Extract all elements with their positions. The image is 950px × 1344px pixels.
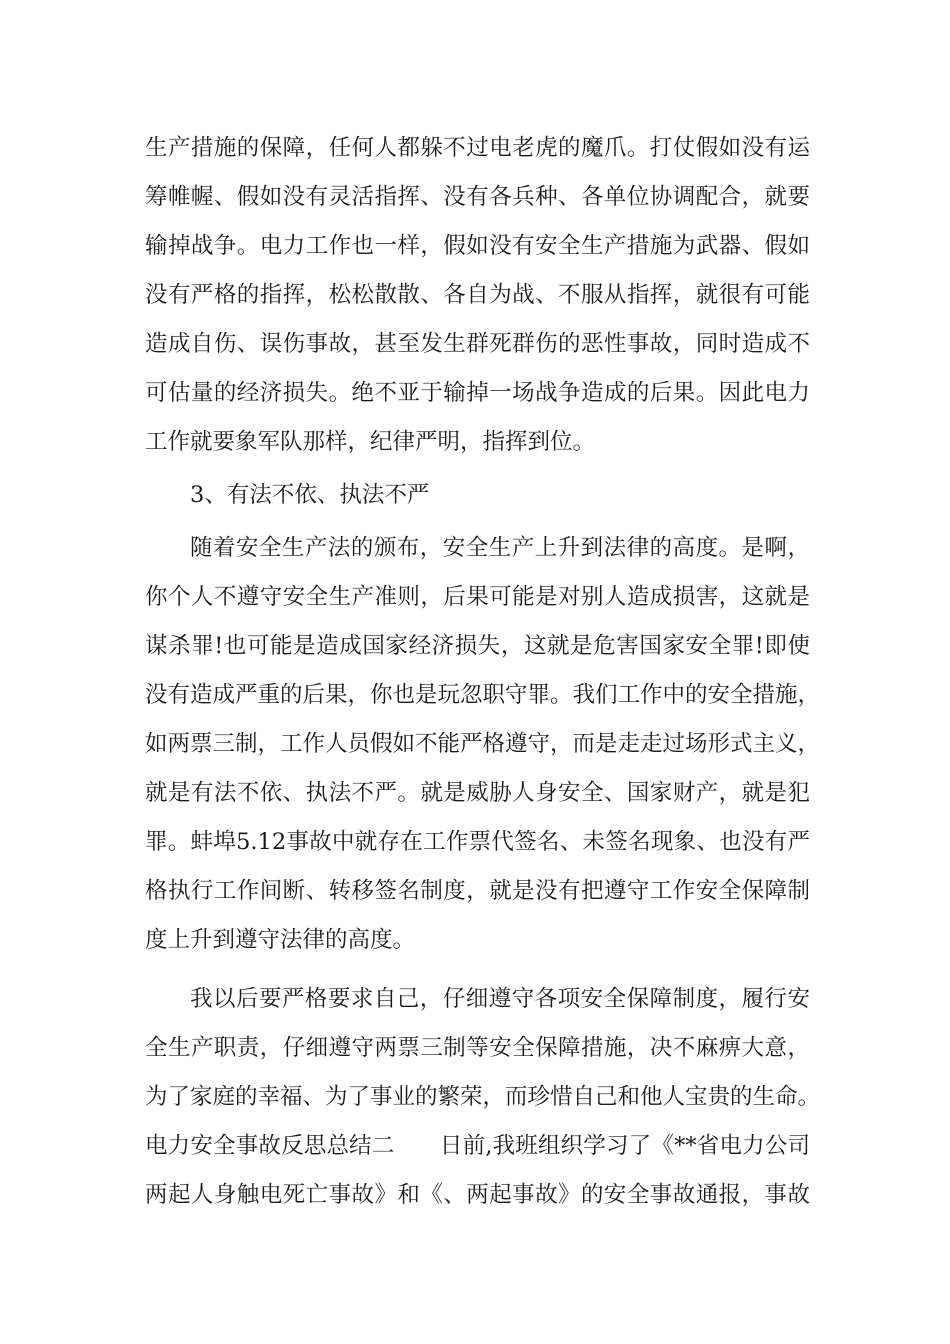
body-line: 输掉战争。电力工作也一样，假如没有安全生产措施为武器、假如 <box>145 233 810 259</box>
body-line: 如两票三制，工作人员假如不能严格遵守，而是走走过场形式主义， <box>145 731 821 757</box>
body-line: 你个人不遵守安全生产准则，后果可能是对别人造成损害，这就是 <box>145 584 810 610</box>
body-line: 没有严格的指挥，松松散散、各自为战、不服从指挥，就很有可能 <box>145 282 810 308</box>
document-body <box>145 124 821 1220</box>
body-line: 筹帷幄、假如没有灵活指挥、没有各兵种、各单位协调配合，就要 <box>145 184 810 210</box>
body-line: 没有造成严重的后果，你也是玩忽职守罪。我们工作中的安全措施， <box>145 682 821 708</box>
body-line: 就是有法不依、执法不严。就是威胁人身安全、国家财产，就是犯 <box>145 780 810 806</box>
body-line: 我以后要严格要求自己，仔细遵守各项安全保障制度，履行安 <box>190 986 810 1012</box>
body-line: 两起人身触电死亡事故》和《、两起事故》的安全事故通报，事故 <box>145 1182 810 1208</box>
body-line: 造成自伤、误伤事故，甚至发生群死群伤的恶性事故，同时造成不 <box>145 331 810 357</box>
body-line: 电力安全事故反思总结二 日前,我班组织学习了《**省电力公司 <box>145 1133 810 1159</box>
body-line: 工作就要象军队那样，纪律严明，指挥到位。 <box>145 429 596 455</box>
body-line: 全生产职责，仔细遵守两票三制等安全保障措施，决不麻痹大意， <box>145 1035 810 1061</box>
section-heading: 3、有法不依、执法不严 <box>190 482 430 508</box>
body-line: 谋杀罪!也可能是造成国家经济损失，这就是危害国家安全罪!即使 <box>145 633 810 659</box>
body-line: 随着安全生产法的颁布，安全生产上升到法律的高度。是啊， <box>190 535 810 561</box>
body-line: 生产措施的保障，任何人都躲不过电老虎的魔爪。打仗假如没有运 <box>145 135 810 161</box>
body-line: 为了家庭的幸福、为了事业的繁荣，而珍惜自己和他人宝贵的生命。 <box>145 1084 821 1110</box>
body-line: 格执行工作间断、转移签名制度，就是没有把遵守工作安全保障制 <box>145 878 810 904</box>
body-line: 度上升到遵守法律的高度。 <box>145 927 416 953</box>
body-line: 可估量的经济损失。绝不亚于输掉一场战争造成的后果。因此电力 <box>145 380 810 406</box>
body-line: 罪。蚌埠5.12事故中就存在工作票代签名、未签名现象、也没有严 <box>145 829 810 855</box>
